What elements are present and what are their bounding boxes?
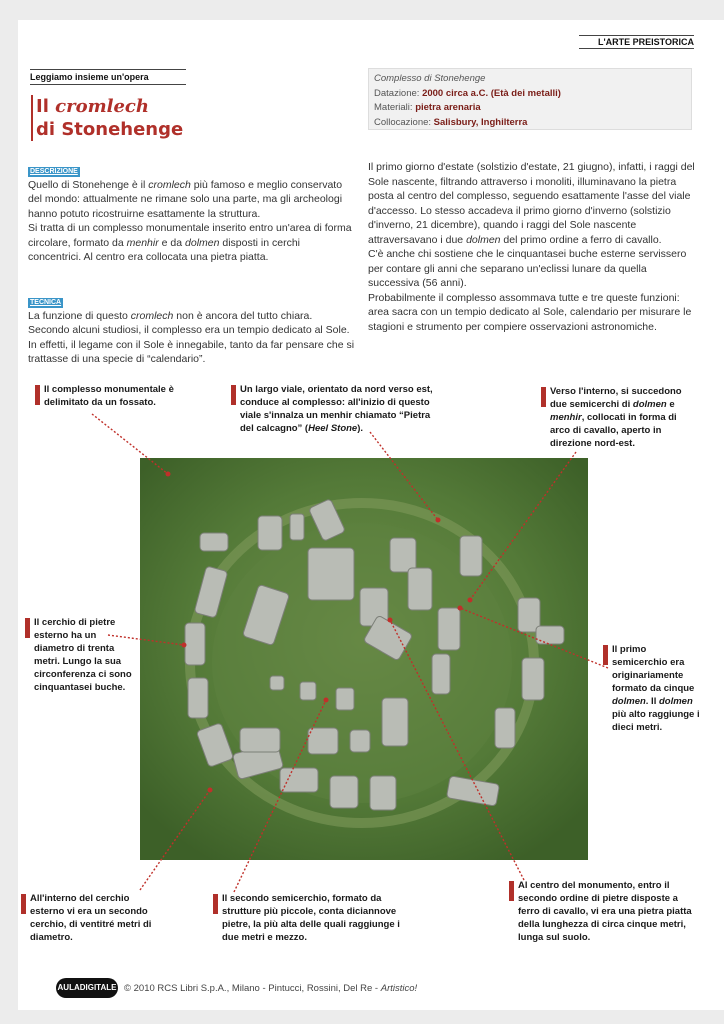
right-p3: Probabilmente il complesso assommava tutte e tre queste funzioni: area sacra con un tempio dedicato al Sole, calendario per misurare le stagioni e strumento per compiere osservazioni astronomiche. — [368, 291, 692, 333]
descrizione-p1: Quello di Stonehenge è il cromlech più famoso e meglio conservato del mondo: attualmente ne rimane solo una parte, ma gli archeologi hanno potuto ricostruirne esattamente la struttura. — [28, 178, 343, 220]
caption-cerchio-esterno: Il cerchio di pietre esterno ha un diametro di trenta metri. Lungo la sua circonferenza ci sono cinquantasei buche. — [34, 616, 134, 694]
caption-secondo-cerchio: All'interno del cerchio esterno vi era un secondo cerchio, di ventitré metri di diametro. — [30, 892, 165, 944]
kicker: Leggiamo insieme un'opera — [30, 69, 186, 85]
caption-secondo-semicerchio: Il secondo semicerchio, formato da strutture più piccole, conta diciannove pietre, la più alta delle quali raggiunge i due metri e mezzo. — [222, 892, 402, 944]
section-header: L'ARTE PREISTORICA — [579, 35, 694, 49]
caption-pietra-centrale: Al centro del monumento, entro il secondo ordine di pietre disposte a ferro di cavallo, vi era una pietra piatta della lunghezza di circa cinque metri, lunga sul suolo. — [518, 879, 700, 944]
dating-value: 2000 circa a.C. (Età dei metalli) — [422, 87, 561, 99]
descrizione-p2: Si tratta di un complesso monumentale inserito entro un'area di forma circolare, formato da menhir e da dolmen disposti in cerchi concentrici. Al centro era collocata una pietra piatta. — [28, 222, 352, 263]
location-label: Collocazione: — [374, 116, 434, 128]
right-p1: Il primo giorno d'estate (solstizio d'estate, 21 giugno), infatti, i raggi del Sole nascente, filtrando attraverso i monoliti, illuminavano la pietra posta al centro del complesso, seguendo esattamente l'asse del viale d'accesso. Lo stesso accadeva il primo giorno d'inverno (solstizio d'inverno, 21 dicembre), quando i raggi del Sole nascente attraversavano i due dolmen del primo ordine a ferro di cavallo. — [368, 161, 695, 246]
materials-label: Materiali: — [374, 102, 416, 113]
right-p2: C'è anche chi sostiene che le cinquantasei buche esterne servissero per contare gli anni che separano un'eclissi lunare da quella successiva (56 anni). — [368, 248, 687, 289]
footer-credit: © 2010 RCS Libri S.p.A., Milano - Pintucci, Rossini, Del Re - Artistico! — [124, 983, 418, 994]
materials-value: pietra arenaria — [415, 102, 481, 113]
tecnica-tag: TECNICA — [30, 299, 62, 306]
title-part3: di Stonehenge — [36, 119, 184, 140]
dating-label: Datazione: — [374, 87, 423, 99]
caption-semicerchi: Verso l'interno, si succedono due semicerchi di dolmen e menhir, collocati in forma di arco di cavallo, aperto in direzione nord-est. — [550, 385, 695, 450]
info-name: Complesso di Stonehenge — [374, 73, 486, 84]
title-part2: cromlech — [55, 96, 149, 117]
auladigitale-logo: AULADIGITALE — [56, 978, 118, 998]
caption-fossato: Il complesso monumentale è delimitato da un fossato. — [44, 383, 192, 409]
caption-viale: Un largo viale, orientato da nord verso est, conduce al complesso: all'inizio di questo viale s'innalza un menhir chiamato “Pietra del calcagno” (Heel Stone). — [240, 383, 440, 435]
caption-primo-semicerchio: Il primo semicerchio era originariamente formato da cinque dolmen. Il dolmen più alto raggiunge i dieci metri. — [612, 643, 702, 734]
location-value: Salisbury, Inghilterra — [433, 116, 528, 128]
descrizione-tag: DESCRIZIONE — [30, 168, 78, 175]
tecnica-p1: La funzione di questo cromlech non è ancora del tutto chiara. Secondo alcuni studiosi, il complesso era un tempio dedicato al Sole. In effetti, il legame con il Sole è innegabile, tanto da far pensare che si trattasse di una specie di “calendario”. — [28, 309, 355, 365]
title-part1: Il — [36, 96, 56, 117]
